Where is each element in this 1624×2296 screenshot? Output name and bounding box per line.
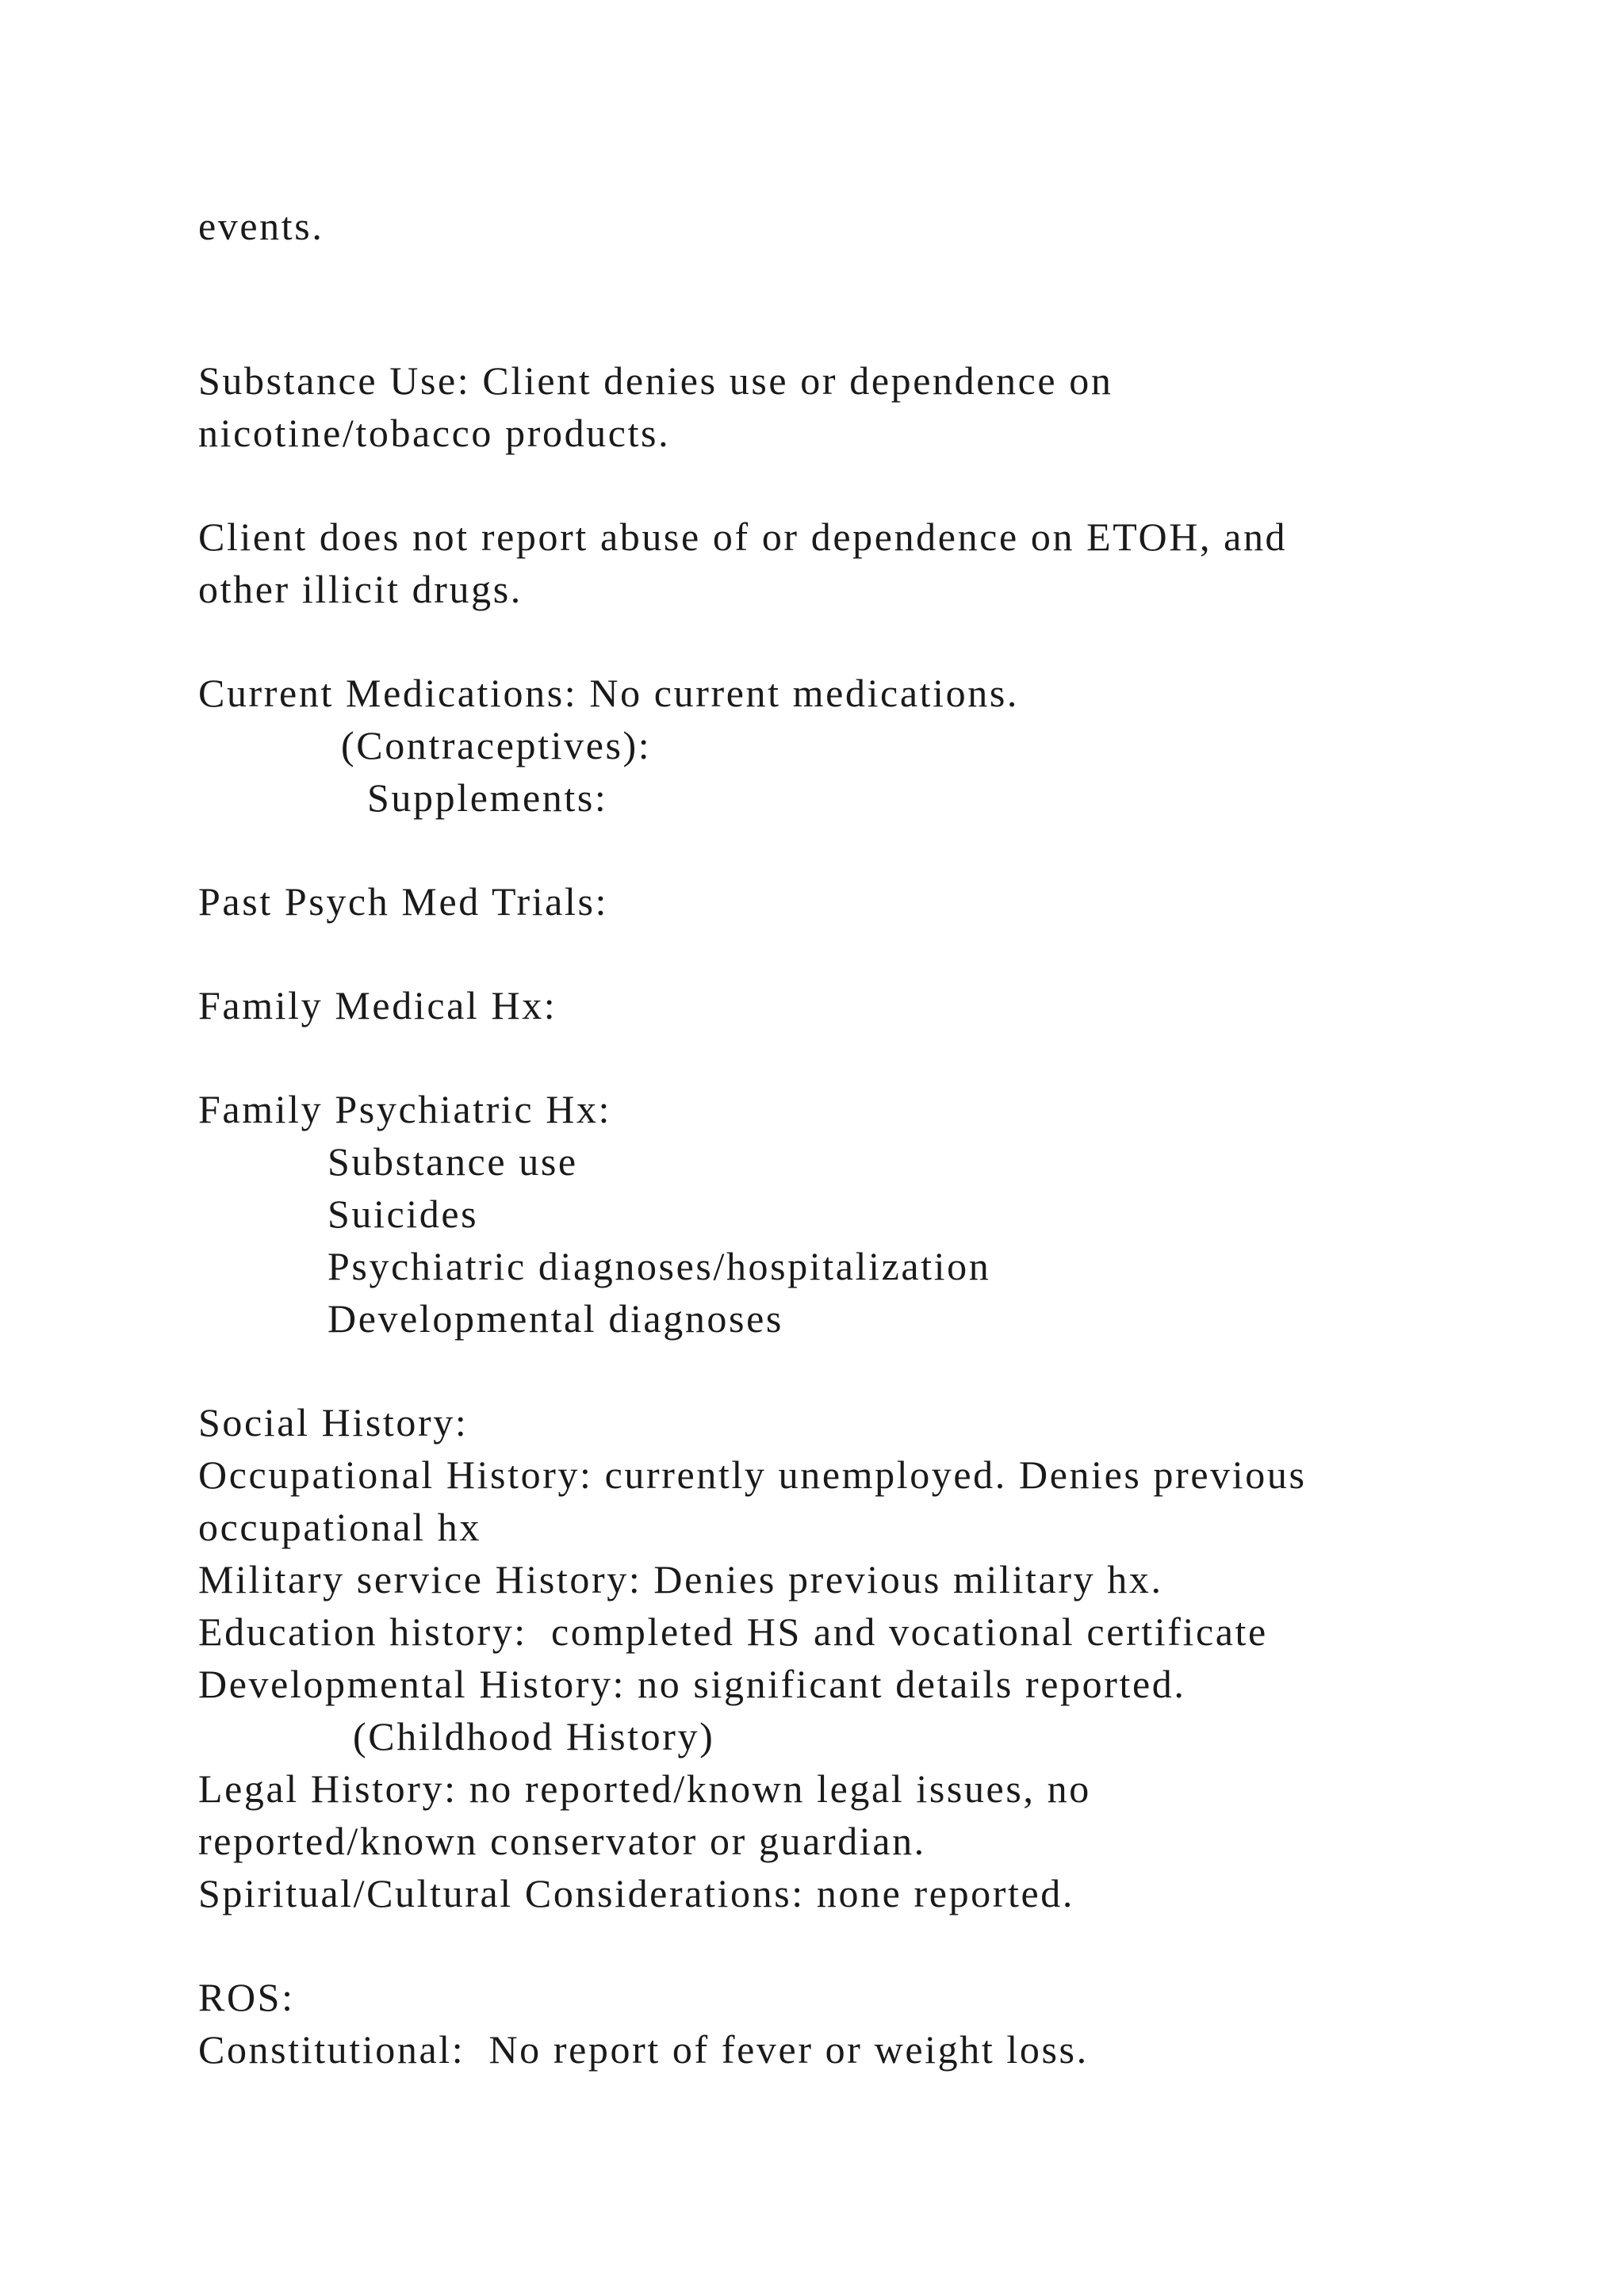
family-psychiatric-hx-label: Family Psychiatric Hx: (198, 1087, 612, 1131)
family-psych-item-suicides: Suicides (327, 1192, 479, 1236)
legal-history-line: Legal History: no reported/known legal issues, no (198, 1766, 1091, 1811)
family-psych-item-substance-use: Substance use (327, 1139, 578, 1184)
substance-use-continuation: nicotine/tobacco products. (198, 411, 671, 455)
constitutional-line: Constitutional: No report of fever or weight loss. (198, 2027, 1089, 2072)
spiritual-cultural-line: Spiritual/Cultural Considerations: none reported. (198, 1871, 1075, 1915)
education-history-line: Education history: completed HS and vocational certificate (198, 1609, 1268, 1654)
military-service-history-line: Military service History: Denies previous military hx. (198, 1557, 1163, 1601)
etoh-line: Client does not report abuse of or dependence on ETOH, and (198, 515, 1288, 559)
developmental-history-line: Developmental History: no significant details reported. (198, 1662, 1186, 1706)
text-line-events: events. (198, 204, 324, 248)
family-psych-item-psychiatric-diagnoses: Psychiatric diagnoses/hospitalization (327, 1244, 991, 1288)
contraceptives-label: (Contraceptives): (341, 723, 652, 767)
family-psych-item-developmental-diagnoses: Developmental diagnoses (327, 1296, 783, 1341)
current-medications-line: Current Medications: No current medications. (198, 671, 1019, 715)
legal-history-continuation: reported/known conservator or guardian. (198, 1819, 926, 1863)
etoh-continuation: other illicit drugs. (198, 567, 523, 611)
past-psych-med-trials-label: Past Psych Med Trials: (198, 879, 609, 924)
occupational-history-line: Occupational History: currently unemployed. Denies previous (198, 1452, 1307, 1497)
supplements-label: Supplements: (367, 775, 608, 820)
social-history-heading: Social History: (198, 1400, 469, 1445)
family-medical-hx-label: Family Medical Hx: (198, 983, 557, 1027)
substance-use-line: Substance Use: Client denies use or dependence on (198, 358, 1113, 403)
ros-heading: ROS: (198, 1975, 295, 2019)
occupational-history-continuation: occupational hx (198, 1505, 481, 1549)
childhood-history-label: (Childhood History) (353, 1714, 715, 1758)
